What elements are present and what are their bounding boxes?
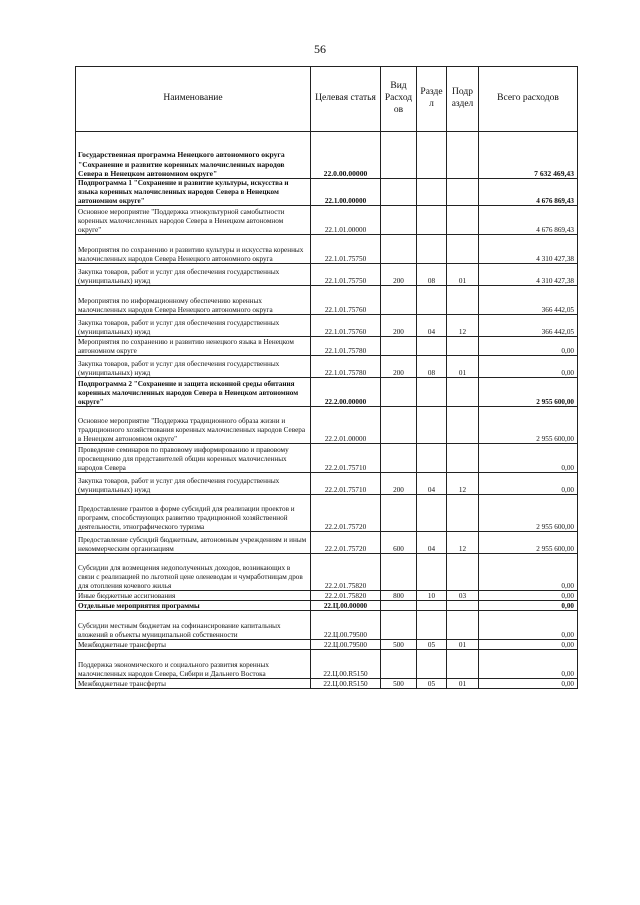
expense-type-cell: [381, 495, 417, 532]
name-cell: Закупка товаров, работ и услуг для обеспечения государственных (муниципальных) нужд: [76, 356, 311, 378]
name-cell: Мероприятия по сохранению и развитию ненецкого языка в Ненецком автономном округе: [76, 337, 311, 356]
total-cell: 2 955 600,00: [479, 378, 578, 407]
table-row: [76, 378, 578, 407]
expense-type-cell: [381, 601, 417, 611]
name-cell: Подпрограмма 2 "Сохранение и защита исконной среды обитания коренных малочисленных народов Севера в Ненецком автономном округе": [76, 378, 311, 407]
name-cell: Закупка товаров, работ и услуг для обеспечения государственных (муниципальных) нужд: [76, 264, 311, 286]
subsection-cell: 01: [447, 640, 479, 650]
article-cell: 22.Ц.00.00000: [311, 601, 381, 611]
expense-type-cell: 500: [381, 640, 417, 650]
total-cell: 0,00: [479, 554, 578, 591]
name-cell: Закупка товаров, работ и услуг для обеспечения государственных (муниципальных) нужд: [76, 315, 311, 337]
section-cell: [417, 235, 447, 264]
table-row: [76, 407, 578, 444]
table-row: [76, 337, 578, 356]
subsection-cell: [447, 286, 479, 315]
expense-type-cell: 200: [381, 473, 417, 495]
header-article: Целевая статья: [311, 67, 381, 132]
expense-type-cell: 200: [381, 356, 417, 378]
subsection-cell: 01: [447, 679, 479, 689]
table-row: [76, 640, 578, 650]
name-cell: Основное мероприятие "Поддержка этнокультурной самобытности коренных малочисленных народов Севера в Ненецком автономном округе": [76, 206, 311, 235]
table-row: [76, 679, 578, 689]
total-cell: 4 310 427,38: [479, 235, 578, 264]
name-cell: Предоставление грантов в форме субсидий для реализации проектов и программ, способствующих развитию традиционной хозяйственной деятельности, этнографического туризма: [76, 495, 311, 532]
expense-type-cell: [381, 132, 417, 179]
section-cell: [417, 378, 447, 407]
section-cell: 05: [417, 679, 447, 689]
total-cell: 0,00: [479, 473, 578, 495]
name-cell: Межбюджетные трансферты: [76, 640, 311, 650]
header-expense-type: Вид Расход ов: [381, 67, 417, 132]
total-cell: 0,00: [479, 444, 578, 473]
total-cell: 2 955 600,00: [479, 495, 578, 532]
subsection-cell: [447, 495, 479, 532]
header-total: Всего расходов: [479, 67, 578, 132]
subsection-cell: [447, 444, 479, 473]
section-cell: 04: [417, 315, 447, 337]
section-cell: [417, 132, 447, 179]
section-cell: [417, 407, 447, 444]
article-cell: 22.1.00.00000: [311, 179, 381, 206]
subsection-cell: [447, 611, 479, 640]
name-cell: Субсидии местным бюджетам на софинансирование капитальных вложений в объекты муниципальной собственности: [76, 611, 311, 640]
table-row: [76, 206, 578, 235]
total-cell: 4 310 427,38: [479, 264, 578, 286]
total-cell: 0,00: [479, 591, 578, 601]
table-header-row: [76, 67, 578, 132]
section-cell: [417, 444, 447, 473]
section-cell: [417, 179, 447, 206]
table-body: [76, 132, 578, 689]
article-cell: 22.2.01.75710: [311, 444, 381, 473]
article-cell: 22.Ц.00.R5150: [311, 650, 381, 679]
table-row: [76, 495, 578, 532]
expense-type-cell: [381, 554, 417, 591]
expense-type-cell: [381, 378, 417, 407]
subsection-cell: 12: [447, 315, 479, 337]
total-cell: 2 955 600,00: [479, 407, 578, 444]
name-cell: Субсидии для возмещения недополученных доходов, возникающих в связи с реализацией по льготной цене оленеводам и чумработницам дров для отопления кочевого жилья: [76, 554, 311, 591]
expense-type-cell: 800: [381, 591, 417, 601]
subsection-cell: [447, 650, 479, 679]
table-row: [76, 532, 578, 554]
article-cell: 22.1.01.00000: [311, 206, 381, 235]
expense-type-cell: 200: [381, 315, 417, 337]
name-cell: Предоставление субсидий бюджетным, автономным учреждениям и иным некоммерческим организациям: [76, 532, 311, 554]
section-cell: [417, 554, 447, 591]
name-cell: Основное мероприятие "Поддержка традиционного образа жизни и традиционного хозяйствования коренных малочисленных народов Севера в Ненецком автономном округе": [76, 407, 311, 444]
table-row: [76, 132, 578, 179]
total-cell: 0,00: [479, 679, 578, 689]
section-cell: 10: [417, 591, 447, 601]
name-cell: Проведение семинаров по правовому информированию и правовому просвещению для представителей общин коренных малочисленных народов Севера: [76, 444, 311, 473]
total-cell: 0,00: [479, 356, 578, 378]
expense-type-cell: [381, 444, 417, 473]
expense-type-cell: [381, 650, 417, 679]
article-cell: 22.Ц.00.79500: [311, 611, 381, 640]
total-cell: 2 955 600,00: [479, 532, 578, 554]
subsection-cell: [447, 235, 479, 264]
page-number: 56: [314, 42, 326, 56]
expense-type-cell: [381, 407, 417, 444]
total-cell: 0,00: [479, 640, 578, 650]
expense-type-cell: [381, 611, 417, 640]
budget-table: [75, 66, 578, 689]
subsection-cell: [447, 179, 479, 206]
article-cell: 22.Ц.00.79500: [311, 640, 381, 650]
subsection-cell: [447, 337, 479, 356]
article-cell: 22.1.01.75750: [311, 264, 381, 286]
table-row: [76, 315, 578, 337]
name-cell: Мероприятия по информационному обеспечению коренных малочисленных народов Севера Ненецкого автономного округа: [76, 286, 311, 315]
section-cell: [417, 611, 447, 640]
article-cell: 22.Ц.00.R5150: [311, 679, 381, 689]
article-cell: 22.1.01.75750: [311, 235, 381, 264]
total-cell: 366 442,05: [479, 286, 578, 315]
total-cell: 366 442,05: [479, 315, 578, 337]
expense-type-cell: 600: [381, 532, 417, 554]
subsection-cell: [447, 378, 479, 407]
article-cell: 22.2.01.75720: [311, 495, 381, 532]
table-row: [76, 591, 578, 601]
article-cell: 22.1.01.75780: [311, 337, 381, 356]
section-cell: 08: [417, 356, 447, 378]
table-row: [76, 179, 578, 206]
subsection-cell: [447, 132, 479, 179]
header-subsection: Подр аздел: [447, 67, 479, 132]
name-cell: Подпрограмма 1 "Сохранение и развитие культуры, искусства и языка коренных малочисленных народов Севера в Ненецком автономном округе": [76, 179, 311, 206]
total-cell: 0,00: [479, 337, 578, 356]
article-cell: 22.2.01.75710: [311, 473, 381, 495]
table-row: [76, 611, 578, 640]
expense-type-cell: 500: [381, 679, 417, 689]
article-cell: 22.2.01.75820: [311, 591, 381, 601]
name-cell: Поддержка экономического и социального развития коренных малочисленных народов Севера, Сибири и Дальнего Востока: [76, 650, 311, 679]
table-row: [76, 235, 578, 264]
article-cell: 22.2.00.00000: [311, 378, 381, 407]
article-cell: 22.2.01.00000: [311, 407, 381, 444]
table-row: [76, 264, 578, 286]
subsection-cell: 12: [447, 532, 479, 554]
section-cell: [417, 286, 447, 315]
total-cell: 7 632 469,43: [479, 132, 578, 179]
total-cell: 0,00: [479, 611, 578, 640]
section-cell: [417, 650, 447, 679]
name-cell: Закупка товаров, работ и услуг для обеспечения государственных (муниципальных) нужд: [76, 473, 311, 495]
expense-type-cell: [381, 235, 417, 264]
table-row: [76, 286, 578, 315]
article-cell: 22.1.01.75760: [311, 286, 381, 315]
subsection-cell: [447, 601, 479, 611]
article-cell: 22.1.01.75760: [311, 315, 381, 337]
section-cell: [417, 601, 447, 611]
subsection-cell: 01: [447, 264, 479, 286]
subsection-cell: 03: [447, 591, 479, 601]
section-cell: 05: [417, 640, 447, 650]
total-cell: 4 676 869,43: [479, 179, 578, 206]
total-cell: 0,00: [479, 601, 578, 611]
expense-type-cell: [381, 179, 417, 206]
header-section: Разде л: [417, 67, 447, 132]
subsection-cell: [447, 407, 479, 444]
table-row: [76, 356, 578, 378]
expense-type-cell: 200: [381, 264, 417, 286]
total-cell: 4 676 869,43: [479, 206, 578, 235]
total-cell: 0,00: [479, 650, 578, 679]
header-name: Наименование: [76, 67, 311, 132]
name-cell: Государственная программа Ненецкого автономного округа "Сохранение и развитие коренных малочисленных народов Севера в Ненецком автономном округе": [76, 132, 311, 179]
section-cell: [417, 337, 447, 356]
expense-type-cell: [381, 206, 417, 235]
article-cell: 22.2.01.75820: [311, 554, 381, 591]
article-cell: 22.2.01.75720: [311, 532, 381, 554]
section-cell: 04: [417, 473, 447, 495]
expense-type-cell: [381, 337, 417, 356]
name-cell: Иные бюджетные ассигнования: [76, 591, 311, 601]
subsection-cell: 12: [447, 473, 479, 495]
name-cell: Отдельные мероприятия программы: [76, 601, 311, 611]
table-row: [76, 650, 578, 679]
article-cell: 22.0.00.00000: [311, 132, 381, 179]
expense-type-cell: [381, 286, 417, 315]
section-cell: [417, 206, 447, 235]
section-cell: 04: [417, 532, 447, 554]
table-row: [76, 601, 578, 611]
table-row: [76, 444, 578, 473]
subsection-cell: [447, 206, 479, 235]
subsection-cell: 01: [447, 356, 479, 378]
table-row: [76, 554, 578, 591]
section-cell: 08: [417, 264, 447, 286]
name-cell: Межбюджетные трансферты: [76, 679, 311, 689]
subsection-cell: [447, 554, 479, 591]
section-cell: [417, 495, 447, 532]
name-cell: Мероприятия по сохранению и развитию культуры и искусства коренных малочисленных народов Севера Ненецкого автономного округа: [76, 235, 311, 264]
table-row: [76, 473, 578, 495]
article-cell: 22.1.01.75780: [311, 356, 381, 378]
